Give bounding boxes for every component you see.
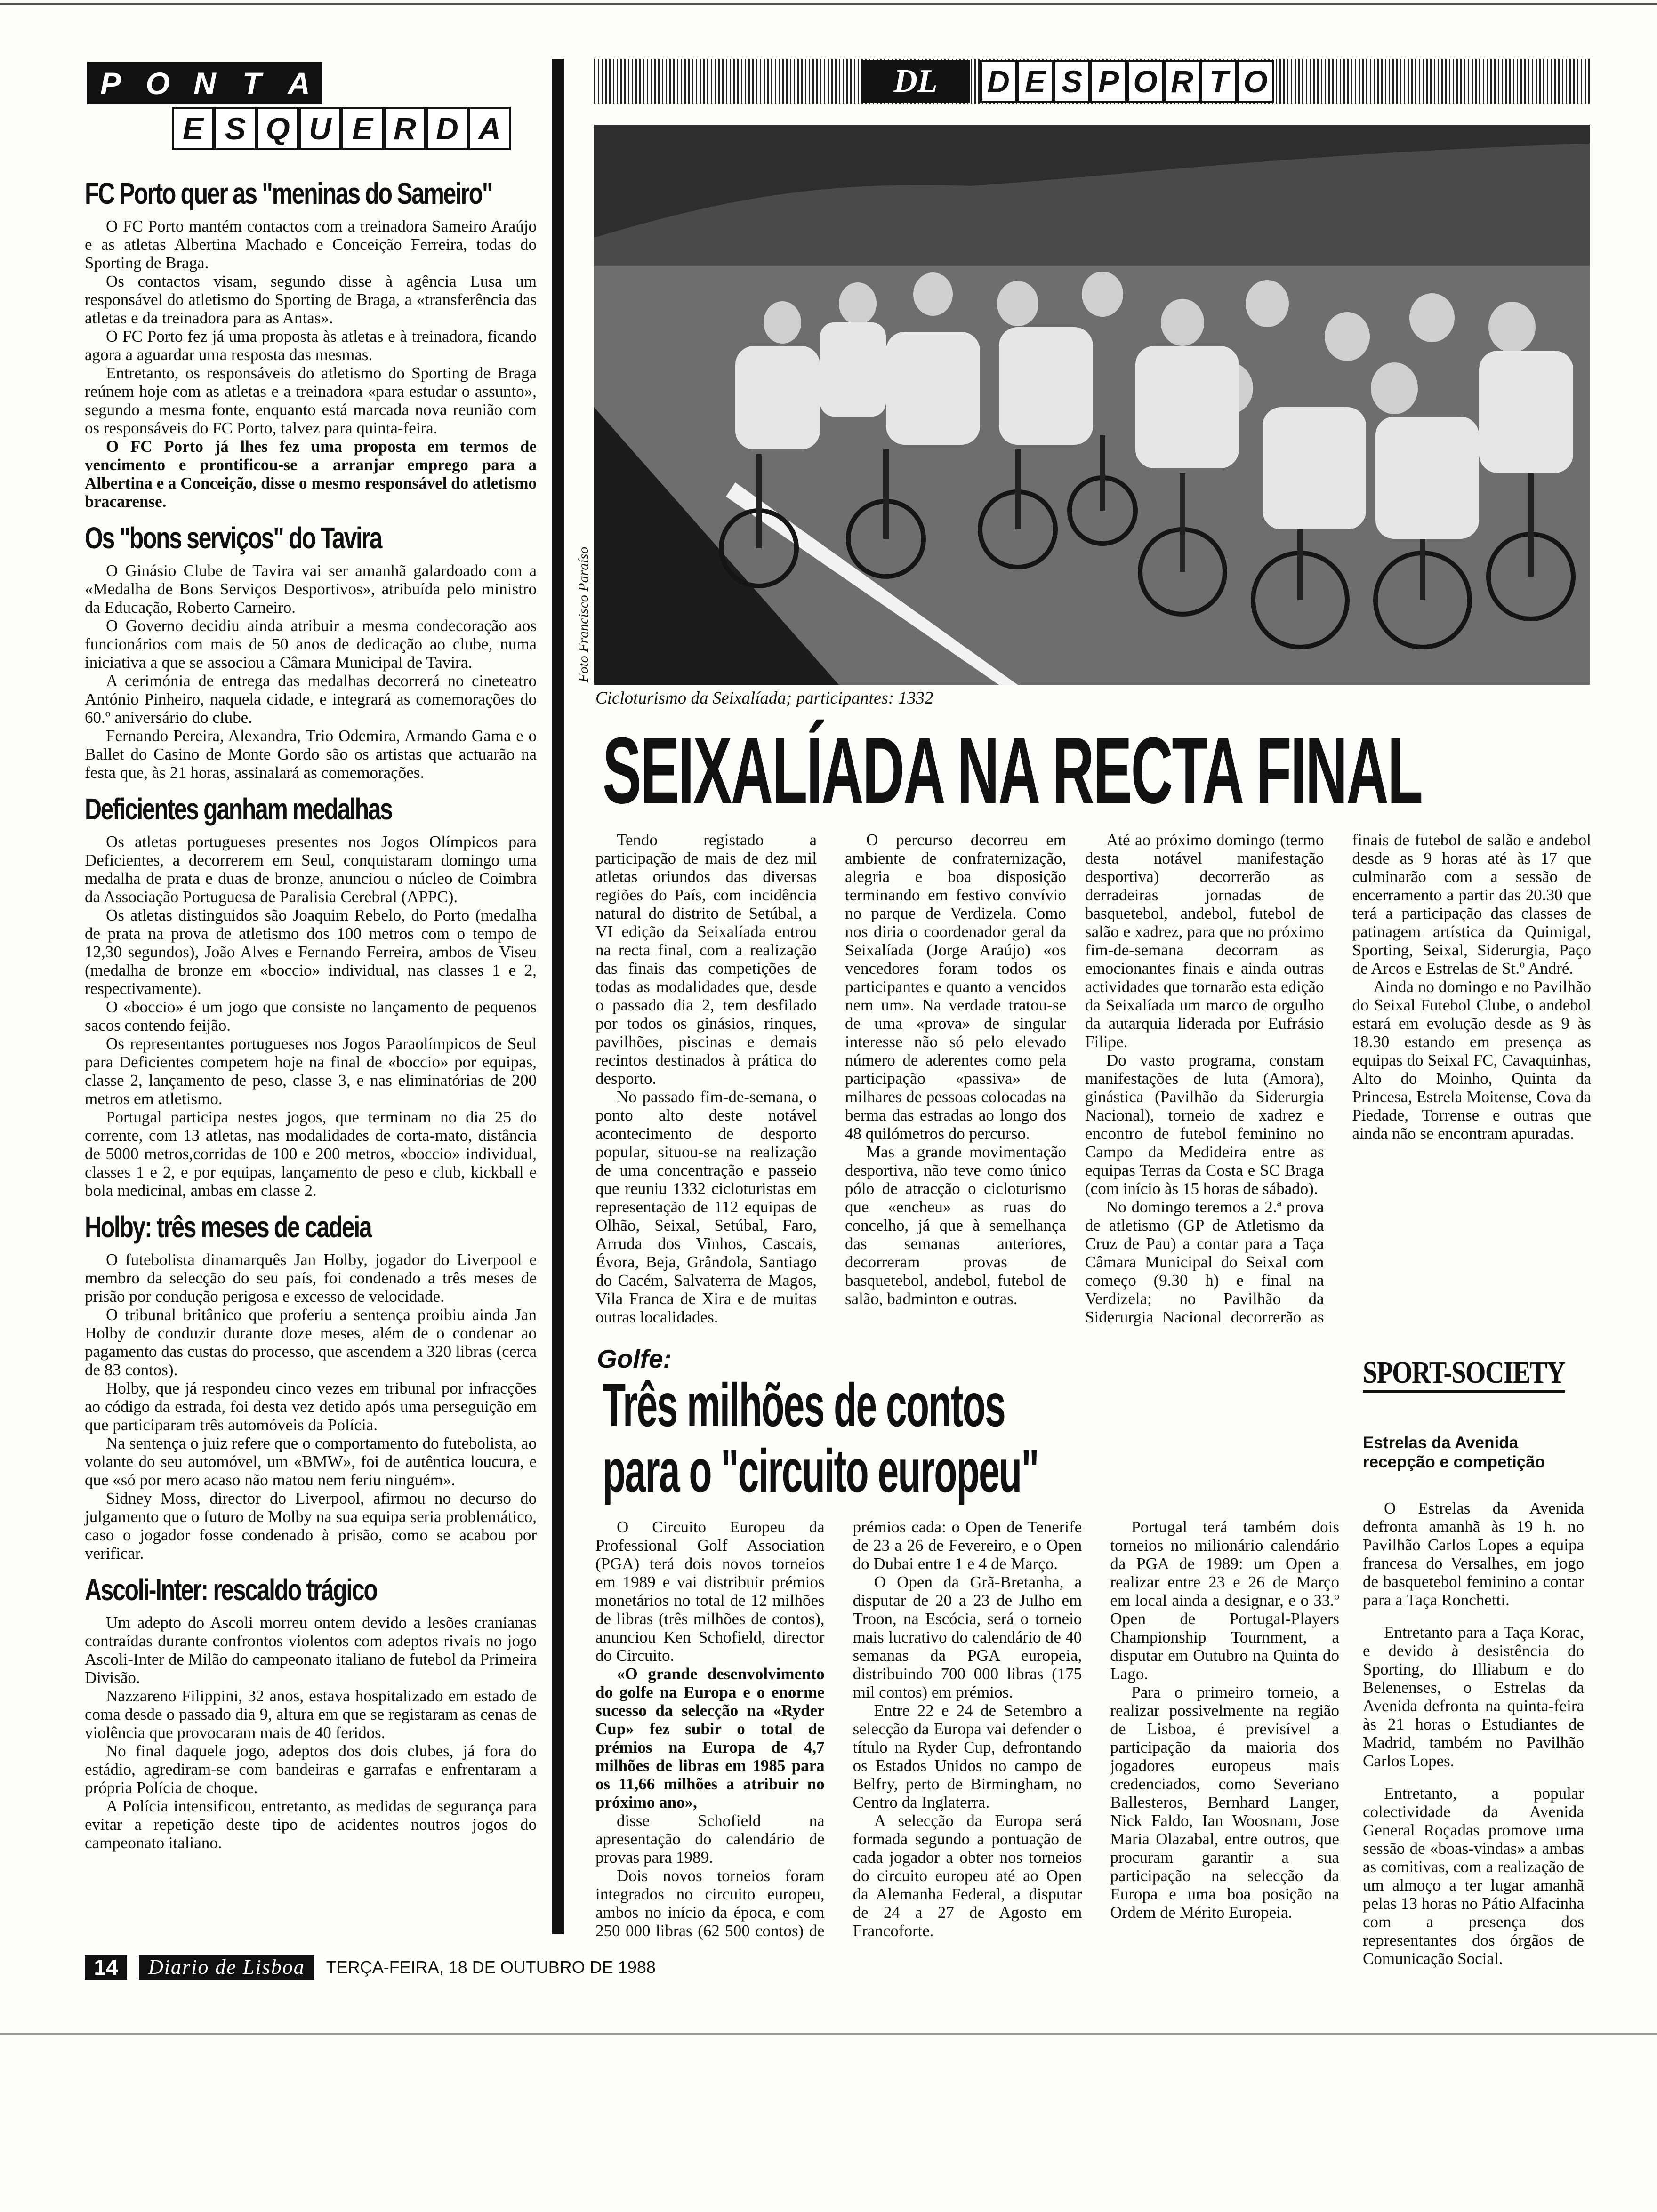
paragraph: Um adepto do Ascoli morreu ontem devido a lesões cranianas contraídas durante confrontos violentos com adeptos rivais no jogo Ascoli-Inter de Milão do campeonato italiano de futebol da Primeira Divisão. — [85, 1613, 537, 1687]
photo-caption: Cicloturismo da Seixalíada; participantes: 1332 — [595, 689, 933, 708]
paragraph: Para o primeiro torneio, a realizar possivelmente na região de Lisboa, é previsível a participação da maioria dos jogadores europeus mais credenciados, como Severiano Ballesteros, Bernhard Langer, Nick Faldo, Ian Woosnam, Jose Maria Olazabal, entre outros, que procuram garantir a sua participação na selecção da Europa e uma boa posição na Ordem de Mérito Europeia. — [1110, 1683, 1339, 1922]
section-letter: N — [181, 62, 228, 104]
section-letter: E — [341, 107, 384, 150]
photo-credit: Foto Francisco Paraíso — [576, 546, 591, 682]
sport-society-subhead: Estrelas da Avenida recepção e competição — [1363, 1434, 1545, 1471]
paragraph: A cerimónia de entrega das medalhas decorrerá no cineteatro António Pinheiro, naquela cidade, e integrará as comemorações do 60.º aniversário do clube. — [85, 672, 537, 727]
section-letter: O — [1237, 60, 1274, 103]
paragraph: Nazzareno Filippini, 32 anos, estava hospitalizado em estado de coma desde o passado dia 9, altura em que se registaram as cenas de violência que provocaram mais de 40 feridos. — [85, 1687, 537, 1742]
section-letter: O — [1127, 60, 1164, 103]
section-letter: T — [228, 62, 275, 104]
paragraph: O Circuito Europeu da Professional Golf Association (PGA) terá dois novos torneios em 1989 e vai distribuir prémios monetários no total de 12 milhões de libras (três milhões de contos), anunciou Ken Schofield, director do Circuito. — [595, 1518, 825, 1665]
paragraph: Fernando Pereira, Alexandra, Trio Odemira, Armando Gama e o Ballet do Casino de Monte Gordo são os artistas que actuarão na festa que, às 21 horas, assinalará as comemorações. — [85, 727, 537, 782]
section-letter: S — [1054, 60, 1090, 103]
paragraph: O FC Porto fez já uma proposta às atletas e à treinadora, ficando agora a aguardar uma resposta das mesmas. — [85, 327, 537, 364]
section-letter: S — [214, 107, 257, 150]
paragraph: O FC Porto já lhes fez uma proposta em termos de vencimento e prontificou-se a arranjar emprego para a Albertina e a Conceição, disse o mesmo responsável do atletismo bracarense. — [85, 437, 537, 511]
paragraph: Dois novos torneios foram integrados no circuito europeu, ambos no início da época, e com 250 000 libras (62 500 contos) de prémios cada: o Open de Tenerife de 23 a 26 de Fevereiro, e o Open do Dubai entre 1 e 4 de Março. — [595, 1518, 1082, 1940]
golf-kicker: Golfe: — [597, 1344, 672, 1373]
paragraph: Tendo registado a participação de mais de dez mil atletas oriundos das diversas regiões do País, com incidência natural do distrito de Setúbal, a VI edição da Seixalíada entrou na recta final, com a realização das finais das competições de todas as modalidades que, desde o passado dia 2, tem desfilado por todos os ginásios, rinques, pavilhões, piscinas e demais recintos destinados à prática do desporto. — [595, 831, 817, 1088]
section-letter: T — [1200, 60, 1237, 103]
cyclists-illustration — [594, 125, 1590, 685]
sport-society-body — [1363, 1499, 1584, 1968]
paragraph: Os atletas portugueses presentes nos Jogos Olímpicos para Deficientes, a decorrerem em Seul, conquistaram domingo uma medalha de prata e duas de bronze, anunciou o núcleo de Coimbra da Associação Portuguesa de Paralisia Cerebral (APPC). — [85, 833, 537, 906]
dl-logo: DL — [861, 60, 970, 103]
article-headline: Ascoli-Inter: rescaldo trágico — [85, 1573, 377, 1607]
paragraph: disse Schofield na apresentação do calendário de provas para 1989. — [595, 1811, 825, 1867]
section-letter: R — [384, 107, 426, 150]
paragraph: A selecção da Europa será formada segundo a pontuação de cada jogador a obter nos torneios do circuito europeu até ao Open da Alemanha Federal, a disputar de 24 a 27 de Agosto em Francoforte. — [853, 1811, 1082, 1940]
paragraph: Ainda no domingo e no Pavilhão do Seixal Futebol Clube, o andebol estará em evolução desde as 9 às 18.30 estando em presença as equipas do Seixal FC, Cavaquinhas, Alto do Moinho, Quinta da Princesa, Estrela Moitense, Cova da Piedade, Torrense e outras que ainda não se encontram apuradas. — [1352, 978, 1591, 1143]
paragraph: Holby, que já respondeu cinco vezes em tribunal por infracções ao código da estrada, foi desta vez detido após uma perseguição em que participaram três automóveis da Polícia. — [85, 1379, 537, 1434]
paragraph: O tribunal britânico que proferiu a sentença proibiu ainda Jan Holby de conduzir durante doze meses, além de o condenar ao pagamento das custas do processo, que ascendem a 320 libras (cerca de 83 contos). — [85, 1306, 537, 1379]
article-headline: Os "bons serviços" do Tavira — [85, 521, 382, 555]
article-headline: FC Porto quer as "meninas do Sameiro" — [85, 176, 492, 210]
cycling-photo — [594, 125, 1590, 685]
paragraph: «O grande desenvolvimento do golfe na Europa e o enorme sucesso da selecção na «Ryder Cup» fez subir o total de prémios na Europa de 4,7 milhões de libras em 1985 para os 11,66 milhões a atribuir no próximo ano», — [595, 1665, 825, 1811]
section-letter: D — [980, 60, 1017, 103]
top-rule — [0, 3, 1657, 5]
section-letter: E — [172, 107, 214, 150]
paragraph: O futebolista dinamarquês Jan Holby, jogador do Liverpool e membro da selecção do seu país, foi condenado a três meses de prisão por condução perigosa e excesso de velocidade. — [85, 1250, 537, 1306]
paragraph: Portugal participa nestes jogos, que terminam no dia 25 do corrente, com 13 atletas, nas modalidades de corta-mato, distância de 5000 metros,corridas de 100 e 200 metros, «boccio» individual, classes 1 e 2, e por equipas, lançamento de peso e club, kickball e bola medicinal, ambas em classe 2. — [85, 1108, 537, 1200]
paragraph: Até ao próximo domingo (termo desta notável manifestação desportiva) decorrerão as derradeiras jornadas de basquetebol, andebol, futebol de salão e xadrez, para que no próximo fim-de-semana decorram as emocionantes finais e ainda outras actividades que tornarão esta edição da Seixalíada um marco de orgulho da autarquia liderada por Eufrásio Filipe. — [1085, 831, 1324, 1051]
paragraph: Na sentença o juiz refere que o comportamento do futebolista, ao volante do seu automóvel, um «BMW», foi de autêntica loucura, e que «só por mero acaso não matou nem feriu ninguém». — [85, 1434, 537, 1489]
desporto-letters — [980, 60, 1274, 103]
page-number: 14 — [85, 1955, 127, 1980]
issue-date: TERÇA-FEIRA, 18 DE OUTUBRO DE 1988 — [326, 1957, 656, 1977]
main-story-column-1 — [595, 831, 817, 1344]
paragraph: Os atletas distinguidos são Joaquim Rebelo, do Porto (medalha de prata na prova de atletismo dos 100 metros com o tempo de 12,30 segundos), João Alves e Fernando Ferreira, ambos de Viseu (medalha de bronze em «boccio» individual, nas classes 1 e 2, respectivamente). — [85, 906, 537, 998]
paragraph: No passado fim-de-semana, o ponto alto deste notável acontecimento de desporto popular, situou-se na realização de uma concentração e passeio que reuniu 1332 cicloturistas em representação de 112 equipas de Olhão, Seixal, Setúbal, Faro, Arruda dos Vinhos, Cascais, Évora, Beja, Grândola, Santiago do Cacém, Salvaterra de Magos, Vila Franca de Xira e de muitas outras localidades. — [595, 1088, 817, 1326]
esquerda-letters — [172, 107, 511, 150]
article-headline: Holby: três meses de cadeia — [85, 1210, 371, 1244]
sport-society-logo: SPORT-SOCIETY — [1363, 1355, 1565, 1393]
paragraph: Mas a grande movimentação desportiva, não teve como único pólo de atracção o cicloturismo que «encheu» as ruas do concelho, já que à semelhança das semanas anteriores, decorreram provas de basquetebol, andebol, futebol de salão, badminton e outras. — [845, 1143, 1066, 1308]
left-column — [85, 176, 537, 1932]
main-headline: SEIXALÍADA NA RECTA FINAL — [603, 718, 1422, 823]
paragraph: No final daquele jogo, adeptos dos dois clubes, já fora do estádio, agrediram-se com bandeiras e garrafas e enfrentaram a própria Polícia de choque. — [85, 1742, 537, 1797]
section-letter: E — [1017, 60, 1054, 103]
paragraph: A Polícia intensificou, entretanto, as medidas de segurança para evitar a repetição deste tipo de acidentes noutros jogos do campeonato italiano. — [85, 1797, 537, 1852]
paragraph: Os representantes portugueses nos Jogos Paraolímpicos de Seul para Deficientes competem hoje na final de «boccio» por equipas, classe 2, lançamento de peso, classe 3, e nas eliminatórias de 200 metros em atletismo. — [85, 1034, 537, 1108]
paragraph: Entretanto, a popular colectividade da Avenida General Roçadas promove uma sessão de «boas-vindas» a ambas as comitivas, com a realização de um almoço a ter lugar amanhã pelas 13 horas no Pátio Alfacinha com a presença dos representantes dos órgãos de Comunicação Social. — [1363, 1784, 1584, 1968]
column-divider — [552, 59, 564, 1934]
section-letter: A — [275, 62, 322, 104]
newspaper-name: Diario de Lisboa — [139, 1955, 314, 1980]
paragraph: O FC Porto mantém contactos com a treinadora Sameiro Araújo e as atletas Albertina Machado e Conceição Ferreira, todas do Sporting de Braga. — [85, 217, 537, 272]
paragraph: O Open da Grã-Bretanha, a disputar de 20 a 23 de Julho em Troon, na Escócia, será o torneio mais lucrativo do calendário de 40 semanas da PGA europeia, distribuindo 700 000 libras (175 mil contos) em prémios. — [853, 1573, 1082, 1701]
section-letter: R — [1164, 60, 1200, 103]
paragraph: No domingo teremos a 2.ª prova de atletismo (GP de Atletismo da Cruz de Pau) a contar para a Taça Câmara Municipal do Seixal com começo (9.30 h) e final na Verdizela; no Pavilhão da Siderurgia Nacional decorrerão as finais de futebol de salão e andebol desde as 9 horas até às 17 que culminarão com a sessão de encerramento a partir das 20.30 que terá a participação das classes de patinagem artística da Quimigal, Sporting, Seixal, Siderurgia, Paço de Arcos e Estrelas de St.º André. — [1085, 831, 1591, 1326]
paragraph: Entre 22 e 24 de Setembro a selecção da Europa vai defender o título na Ryder Cup, defrontando os Estados Unidos no campo de Belfry, perto de Birmingham, no Centro da Inglaterra. — [853, 1701, 1082, 1811]
section-letter: P — [87, 62, 134, 104]
footer-rule — [0, 2033, 1657, 2035]
paragraph: Entretanto, os responsáveis do atletismo do Sporting de Braga reúnem hoje com as atletas e a treinadora «para estudar o assunto», segundo a mesma fonte, enquanto está marcada nova reunião com os responsáveis do FC Porto, talvez para quinta-feira. — [85, 364, 537, 437]
section-letter: A — [468, 107, 511, 150]
paragraph: Portugal terá também dois torneios no milionário calendário da PGA de 1989: um Open a realizar entre 23 e 26 de Março em local ainda a designar, e o 33.º Open de Portugal-Players Championship Tournment, a disputar em Outubro na Quinta do Lago. — [1110, 1518, 1339, 1683]
golf-story-body — [595, 1518, 1339, 1941]
section-header-ponta-esquerda — [87, 62, 530, 161]
section-letter: P — [1090, 60, 1127, 103]
paragraph: Sidney Moss, director do Liverpool, afirmou no decurso do julgamento que o futuro de Molby na sua equipa seria problemático, caso o jogador fosse condenado à prisão, como se acabou por verificar. — [85, 1489, 537, 1563]
paragraph: O percurso decorreu em ambiente de confraternização, alegria e boa disposição terminando em festivo convívio no parque de Verdizela. Como nos diria o coordenador geral da Seixalíada (Jorge Araújo) «os vencedores foram todos os participantes e quanto a vencidos nem um». Na verdade tratou-se de uma «prova» de singular interesse não só pelo elevado número de aderentes como pela participação «passiva» de milhares de pessoas colocadas na berma das estradas ao longo dos 48 quilómetros do percurso. — [845, 831, 1066, 1143]
desporto-title — [861, 60, 1274, 103]
paragraph: Do vasto programa, constam manifestações de luta (Amora), ginástica (Pavilhão da Siderurgia Nacional), torneio de xadrez e encontro de futebol feminino no Campo da Medideira entre as equipas Terras da Costa e SC Braga (com início às 15 horas de sábado). — [1085, 1051, 1324, 1198]
section-letter: O — [134, 62, 181, 104]
article-headline: Deficientes ganham medalhas — [85, 792, 392, 826]
paragraph: Os contactos visam, segundo disse à agência Lusa um responsável do atletismo do Sporting de Braga, a «transferência das atletas e da treinadora para as Antas». — [85, 272, 537, 327]
section-letter: D — [426, 107, 468, 150]
paragraph: O Estrelas da Avenida defronta amanhã às 19 h. no Pavilhão Carlos Lopes a equipa francesa do Versalhes, em jogo de basquetebol feminino a contar para a Taça Ronchetti. — [1363, 1499, 1584, 1609]
paragraph: Entretanto para a Taça Korac, e devido à desistência do Sporting, do Illiabum e do Belenenses, o Estrelas da Avenida defronta na quinta-feira às 21 horas o Estudiantes de Madrid, também no Pavilhão Carlos Lopes. — [1363, 1623, 1584, 1770]
footer — [85, 1953, 1591, 1981]
golf-headline: Três milhões de contos para o "circuito europeu" — [603, 1370, 1038, 1505]
paragraph: O Governo decidiu ainda atribuir a mesma condecoração aos funcionários com mais de 50 anos de dedicação ao clube, numa iniciativa a que se associou a Câmara Municipal de Tavira. — [85, 617, 537, 672]
paragraph: O Ginásio Clube de Tavira vai ser amanhã galardoado com a «Medalha de Bons Serviços Desportivos», atribuída pelo ministro da Educação, Roberto Carneiro. — [85, 561, 537, 617]
section-letter: U — [299, 107, 341, 150]
main-story-column-3 — [1085, 831, 1591, 1344]
ponta-letters — [87, 62, 322, 104]
paragraph: O «boccio» é um jogo que consiste no lançamento de pequenos sacos contendo feijão. — [85, 998, 537, 1034]
main-story-column-2 — [845, 831, 1066, 1344]
section-letter: Q — [257, 107, 299, 150]
